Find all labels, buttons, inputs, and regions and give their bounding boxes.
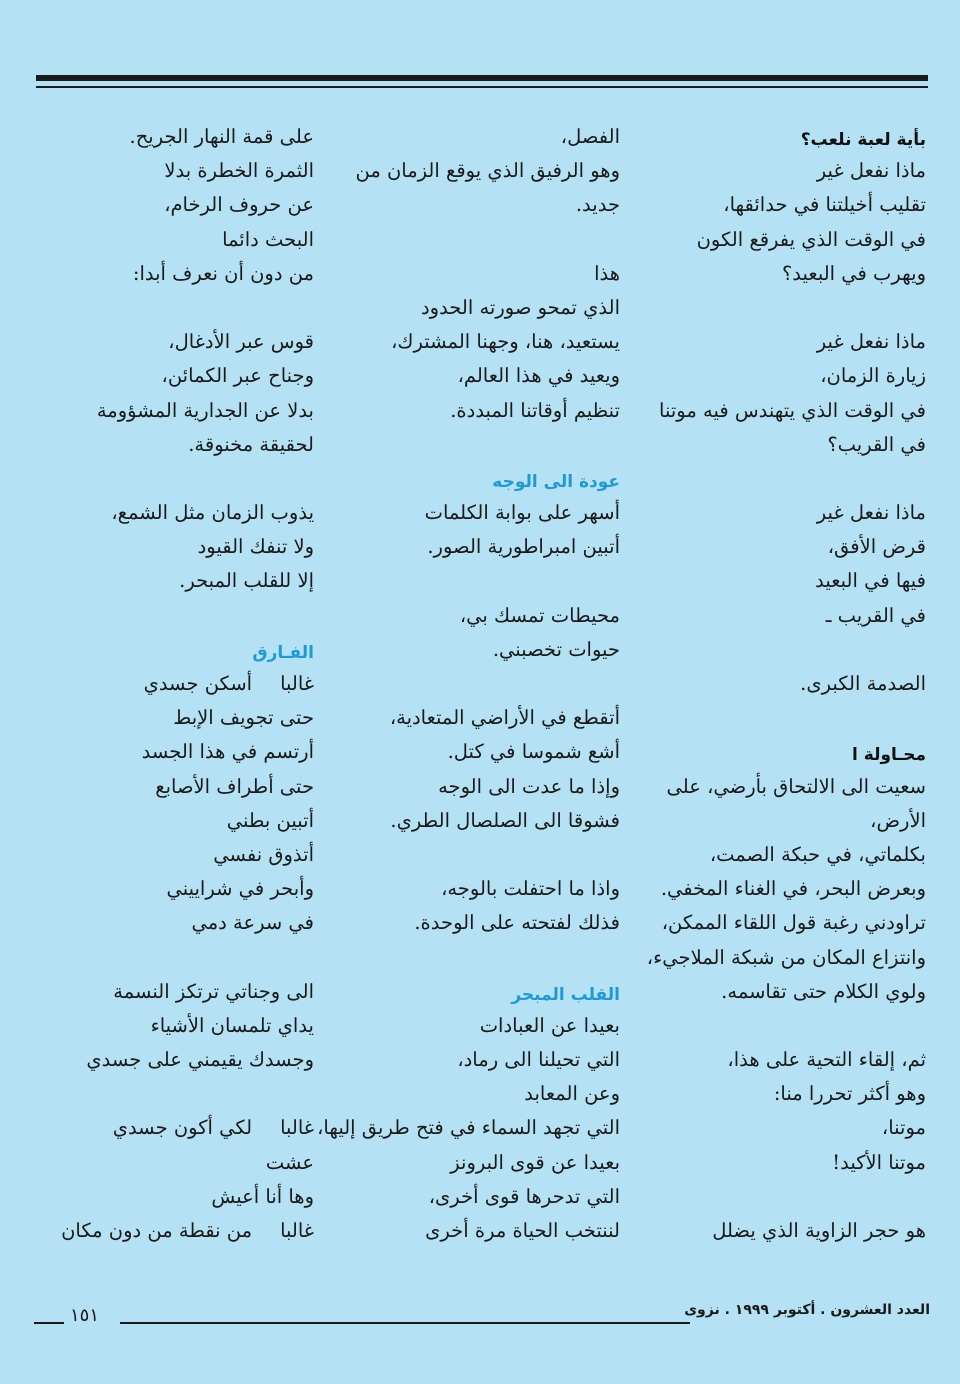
stanza-gap bbox=[330, 941, 620, 975]
poem-line: فيها في البعيد bbox=[815, 569, 926, 593]
poem-line: عشت bbox=[265, 1150, 314, 1174]
poem-line: موتنا الأكيد! bbox=[832, 1150, 926, 1174]
poem-line: ثم، إلقاء التحية على هذا، bbox=[727, 1048, 926, 1072]
poem-line: التي تجهد السماء في فتح طريق إليها، bbox=[317, 1116, 620, 1140]
poem-line-rest: من نقطة من دون مكان bbox=[61, 1219, 253, 1242]
stanza-gap bbox=[330, 667, 620, 701]
stanza-gap bbox=[658, 291, 926, 325]
section-heading: الفـارق bbox=[252, 642, 314, 663]
poem-line: الأرض، bbox=[870, 808, 926, 832]
poem-line: بعيدا عن العبادات bbox=[479, 1013, 620, 1037]
column-middle bbox=[317, 120, 620, 1248]
poem-line: في القريب ـ bbox=[825, 603, 926, 627]
stanza-gap bbox=[330, 838, 620, 872]
stanza-gap bbox=[658, 1180, 926, 1214]
poem-line: حتى أطراف الأصابع bbox=[155, 774, 314, 798]
poem-line: قرض الأفق، bbox=[827, 535, 926, 559]
header-rule-thin bbox=[36, 86, 928, 88]
poem-line: الفصل، bbox=[560, 125, 620, 148]
poem-line: في الوقت الذي يفرقع الكون bbox=[696, 227, 926, 251]
poem-line: أسهر على بوابة الكلمات bbox=[424, 501, 620, 525]
poem-line: جديد. bbox=[575, 193, 620, 217]
poem-line: يستعيد، هنا، وجهنا المشترك، bbox=[391, 330, 620, 354]
poem-line: هو حجر الزاوية الذي يضلل bbox=[712, 1219, 926, 1242]
poem-line: تنظيم أوقاتنا المبددة. bbox=[450, 398, 620, 422]
poem-line: لحقيقة مخنوقة. bbox=[188, 432, 314, 456]
poem-line: وها أنا أعيش bbox=[211, 1184, 314, 1208]
poem-line: ولا تنفك القيود bbox=[197, 535, 314, 559]
poem-line-rest: أسكن جسدي bbox=[143, 672, 253, 695]
poem-line: موتنا، bbox=[881, 1116, 926, 1140]
poem-line: الصدمة الكبرى. bbox=[800, 672, 926, 695]
stanza-gap bbox=[330, 223, 620, 257]
poem-line bbox=[24, 1111, 314, 1145]
poem-line: الذي تمحو صورته الحدود bbox=[420, 295, 620, 319]
poem-line: عن حروف الرخام، bbox=[164, 193, 314, 217]
poem-line: أتقطع في الأراضي المتعادية، bbox=[389, 706, 620, 730]
poem-line: وجسدك يقيمني على جسدي bbox=[86, 1048, 314, 1072]
stanza-gap bbox=[658, 462, 926, 496]
section-heading: عودة الى الوجه bbox=[492, 471, 620, 492]
section-heading: محـاولة ا bbox=[852, 745, 926, 766]
poem-line: على قمة النهار الجريح. bbox=[129, 125, 314, 148]
stanza-gap bbox=[330, 564, 620, 598]
poem-line: وعن المعابد bbox=[524, 1082, 620, 1106]
stanza-gap bbox=[24, 291, 314, 325]
poem-line: أتبين بطني bbox=[226, 808, 314, 832]
poem-line: أشع شموسا في كتل. bbox=[447, 740, 620, 764]
stanza-gap bbox=[24, 599, 314, 633]
page-footer bbox=[30, 1302, 930, 1332]
poem-line: وانتزاع المكان من شبكة الملاجيء، bbox=[646, 945, 926, 969]
poem-line: ماذا نفعل غير bbox=[816, 159, 926, 183]
poem-line: ولوي الكلام حتى تقاسمه. bbox=[721, 979, 926, 1003]
poem-line: محيطات تمسك بي، bbox=[459, 603, 620, 627]
poem-line bbox=[24, 1214, 314, 1248]
poem-line: لننتخب الحياة مرة أخرى bbox=[425, 1219, 620, 1242]
poem-line: في الوقت الذي يتهندس فيه موتنا bbox=[659, 398, 926, 422]
section-heading: بأية لعبة نلعب؟ bbox=[800, 130, 926, 150]
poem-line-rest: لكي أكون جسدي bbox=[112, 1116, 253, 1140]
poem-line: حيوات تخصبني. bbox=[492, 637, 620, 661]
poem-line: حتى تجويف الإبط bbox=[173, 706, 314, 730]
poem-line: بدلا عن الجدارية المشؤومة bbox=[96, 398, 314, 422]
poem-line: أرتسم في هذا الجسد bbox=[141, 740, 314, 764]
poem-line: التي تدحرها قوى أخرى، bbox=[428, 1184, 620, 1208]
poem-line: قوس عبر الأدغال، bbox=[168, 330, 314, 354]
column-right bbox=[646, 120, 926, 1248]
poem-line: إلا للقلب المبحر. bbox=[179, 569, 314, 593]
poem-line-lead: غالبا bbox=[280, 1116, 314, 1140]
poem-line: ويعيد في هذا العالم، bbox=[457, 364, 620, 388]
poem-line: زيارة الزمان، bbox=[820, 364, 926, 388]
poem-line: في سرعة دمي bbox=[191, 911, 314, 935]
poem-line: سعيت الى الالتحاق بأرضي، على bbox=[666, 774, 926, 798]
poem-line: أتذوق نفسي bbox=[213, 842, 314, 866]
poem-line: ماذا نفعل غير bbox=[816, 501, 926, 525]
poem-line: بكلماتي، في حبكة الصمت، bbox=[709, 842, 926, 866]
stanza-gap bbox=[658, 701, 926, 735]
stanza-gap bbox=[24, 462, 314, 496]
section-heading: القلب المبحر bbox=[511, 984, 620, 1005]
poem-line: تراودني رغبة قول اللقاء الممكن، bbox=[661, 911, 926, 935]
poem-line: الثمرة الخطرة بدلا bbox=[164, 159, 314, 183]
issue-info: العدد العشرون . أكتوبر ١٩٩٩ . نزوى bbox=[684, 1302, 930, 1318]
poem-line: وأبحر في شراييني bbox=[166, 877, 314, 901]
stanza-gap bbox=[658, 633, 926, 667]
poem-line: فذلك لفتحته على الوحدة. bbox=[414, 911, 620, 935]
poem-line-lead: غالبا bbox=[280, 1219, 314, 1242]
poem-line: وهو أكثر تحررا منا: bbox=[773, 1082, 926, 1106]
poem-line: من دون أن نعرف أبدا: bbox=[132, 261, 314, 285]
column-left bbox=[24, 120, 314, 1248]
page-number: ١٥١ bbox=[70, 1305, 100, 1326]
poem-line: ويهرب في البعيد؟ bbox=[781, 261, 926, 285]
poem-line: بعيدا عن قوى البرونز bbox=[450, 1150, 620, 1174]
poem-line: يذوب الزمان مثل الشمع، bbox=[111, 501, 314, 525]
poem-line: التي تحيلنا الى رماد، bbox=[457, 1048, 620, 1072]
footer-rule bbox=[120, 1322, 690, 1324]
poem-line: يداي تلمسان الأشياء bbox=[150, 1013, 314, 1037]
poem-line: واذا ما احتفلت بالوجه، bbox=[441, 877, 620, 901]
poem-line: فشوقا الى الصلصال الطري. bbox=[390, 808, 620, 832]
poem-line: وهو الرفيق الذي يوقع الزمان من bbox=[355, 159, 620, 183]
poem-line: هذا bbox=[594, 261, 620, 285]
poem-line: وجناح عبر الكمائن، bbox=[161, 364, 314, 388]
poem-line bbox=[24, 667, 314, 701]
poem-line: الى وجناتي ترتكز النسمة bbox=[113, 979, 314, 1003]
stanza-gap bbox=[330, 428, 620, 462]
poem-line: البحث دائما bbox=[222, 227, 314, 251]
poem-line-lead: غالبا bbox=[280, 672, 314, 695]
poem-line: وإذا ما عدت الى الوجه bbox=[438, 774, 620, 798]
poem-line: في القريب؟ bbox=[827, 432, 926, 456]
poem-line: تقليب أخيلتنا في حدائقها، bbox=[723, 193, 926, 217]
stanza-gap bbox=[24, 1077, 314, 1111]
poem-line: وبعرض البحر، في الغناء المخفي. bbox=[660, 877, 926, 901]
header-rule-thick bbox=[36, 75, 928, 81]
stanza-gap bbox=[658, 1009, 926, 1043]
poem-line: ماذا نفعل غير bbox=[816, 330, 926, 354]
stanza-gap bbox=[24, 941, 314, 975]
poem-line: أتبين امبراطورية الصور. bbox=[427, 535, 620, 559]
page-number-dash bbox=[34, 1322, 64, 1324]
